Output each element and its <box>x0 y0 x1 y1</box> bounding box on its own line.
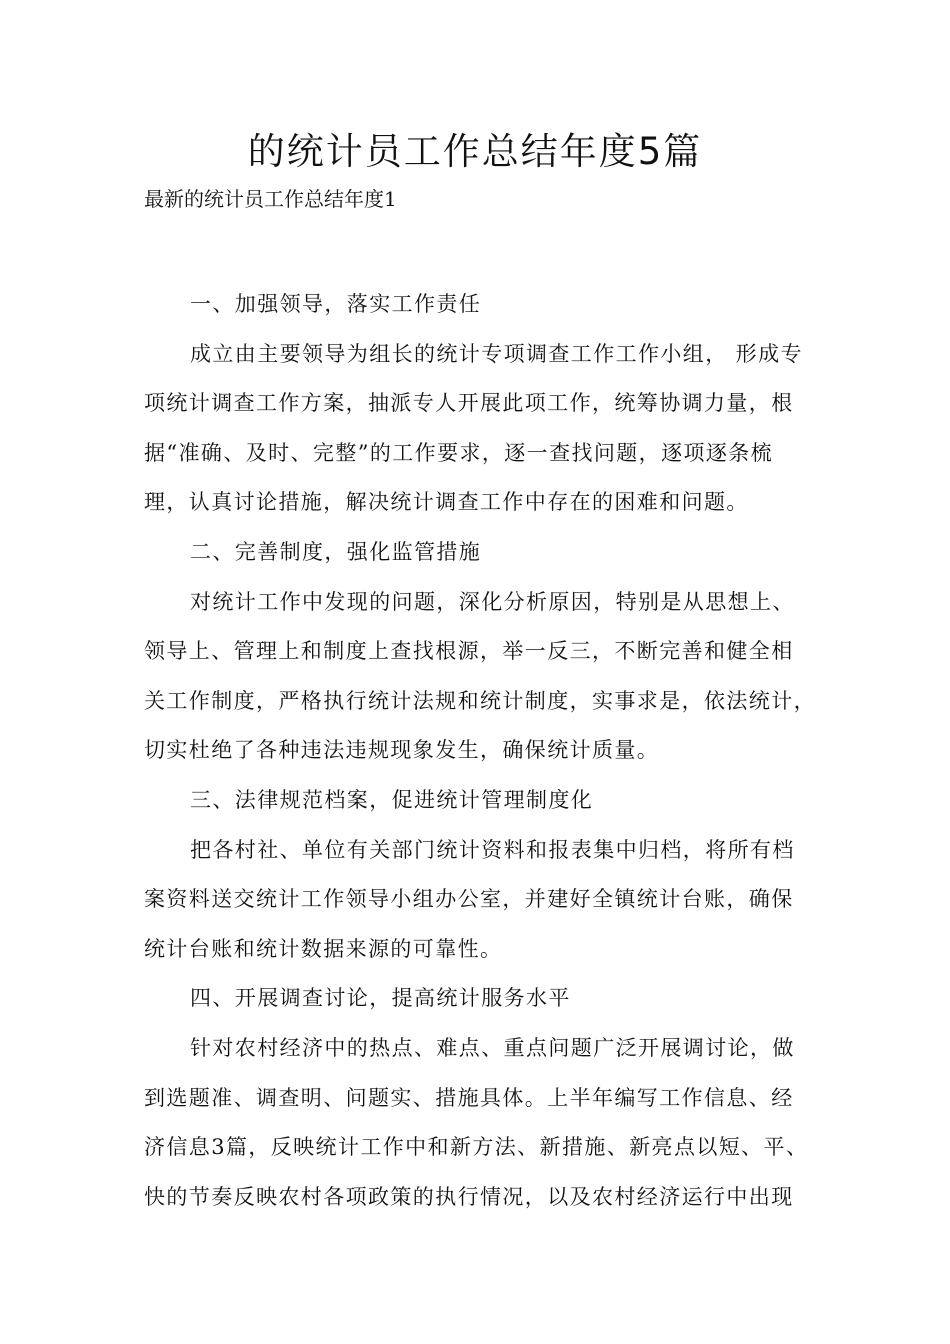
body-line: 关工作制度，严格执行统计法规和统计制度，实事求是，依法统计， <box>144 688 816 713</box>
body-line: 统计台账和统计数据来源的可靠性。 <box>144 936 503 961</box>
document-subtitle: 最新的统计员工作总结年度1 <box>144 187 397 211</box>
body-line: 切实杜绝了各种违法违规现象发生，确保统计质量。 <box>144 738 660 763</box>
body-line: 到选题准、调查明、问题实、措施具体。上半年编写工作信息、经 <box>144 1085 794 1110</box>
section-heading-1: 一、加强领导，落实工作责任 <box>190 292 482 316</box>
body-line: 济信息3篇，反映统计工作中和新方法、新措施、新亮点以短、平、 <box>144 1135 809 1160</box>
document-body <box>144 280 824 1222</box>
body-line: 理，认真讨论措施，解决统计调查工作中存在的困难和问题。 <box>144 490 749 515</box>
body-line: 对统计工作中发现的问题，深化分析原因，特别是从思想上、 <box>190 589 795 614</box>
section-heading-3: 三、法律规范档案，促进统计管理制度化 <box>190 787 594 812</box>
document-title: 的统计员工作总结年度5篇 <box>247 130 703 173</box>
body-line: 据“准确、及时、完整”的工作要求，逐一查找问题，逐项逐条梳 <box>144 440 774 465</box>
body-line: 针对农村经济中的热点、难点、重点问题广泛开展调讨论，做 <box>190 1035 795 1060</box>
body-line: 把各村社、单位有关部门统计资料和报表集中归档，将所有档 <box>190 837 795 862</box>
body-line: 成立由主要领导为组长的统计专项调查工作工作小组， 形成专 <box>190 341 803 366</box>
body-line: 案资料送交统计工作领导小组办公室，并建好全镇统计台账，确保 <box>144 887 794 912</box>
section-heading-2: 二、完善制度，强化监管措施 <box>190 539 482 564</box>
body-line: 领导上、管理上和制度上查找根源，举一反三，不断完善和健全相 <box>144 639 794 664</box>
section-heading-4: 四、开展调查讨论，提高统计服务水平 <box>190 986 571 1011</box>
body-line: 项统计调查工作方案，抽派专人开展此项工作，统筹协调力量，根 <box>144 391 794 416</box>
body-line: 快的节奏反映农村各项政策的执行情况，以及农村经济运行中出现 <box>144 1184 794 1209</box>
